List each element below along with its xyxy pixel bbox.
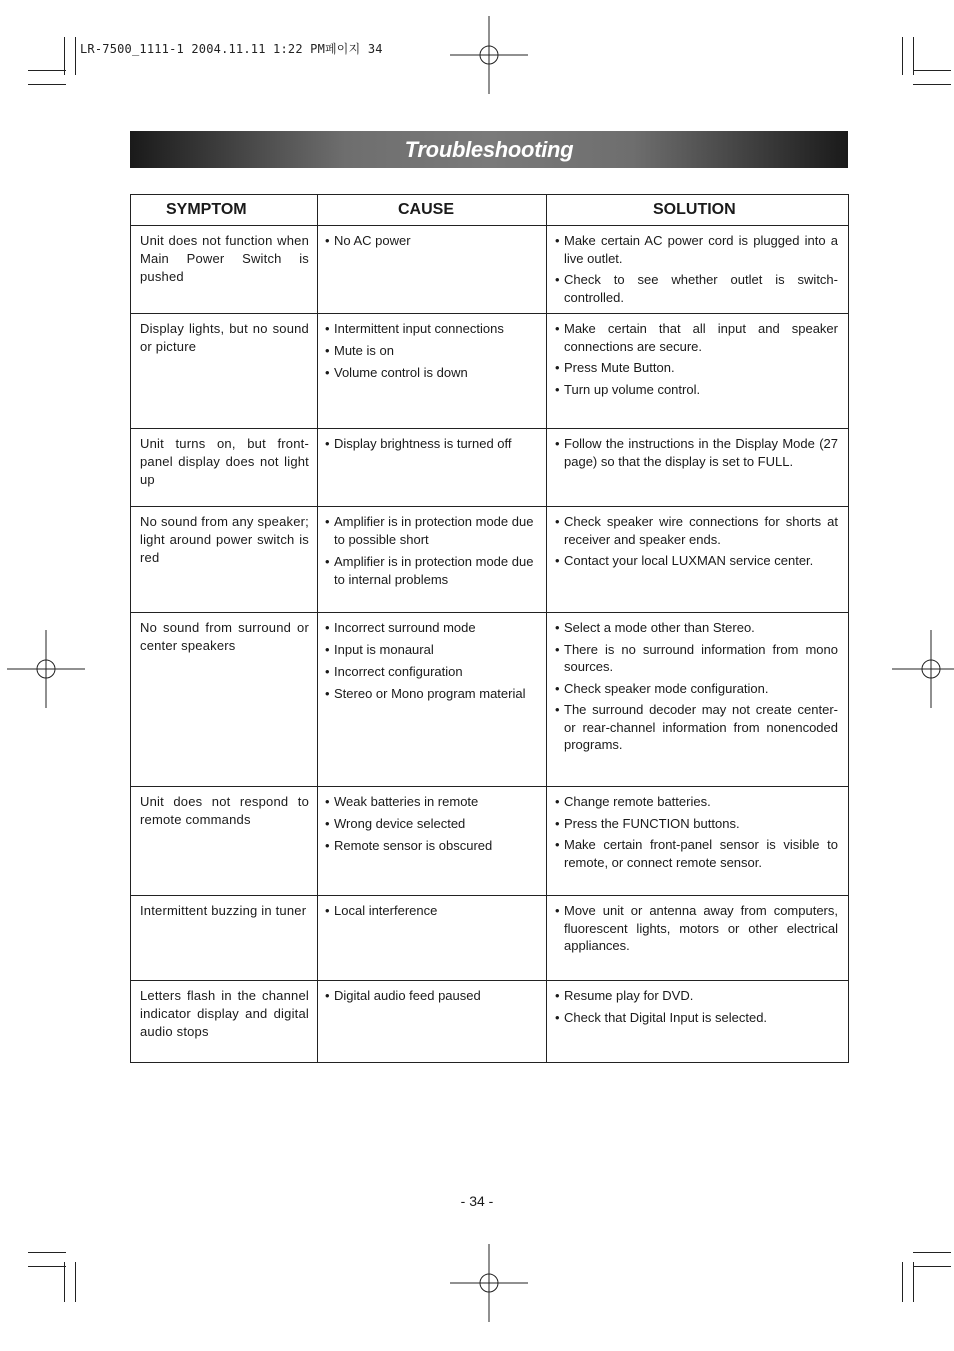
list-item: • Change remote batteries. — [555, 793, 838, 811]
symptom-cell: Display lights, but no sound or picture — [131, 314, 318, 429]
list-item: • Remote sensor is obscured — [325, 837, 540, 855]
list-item: • Make certain front-panel sensor is visible to remote, or connect remote sensor. — [555, 836, 838, 871]
list-item: • Check speaker mode configuration. — [555, 680, 838, 698]
column-header-symptom: SYMPTOM — [131, 195, 318, 226]
solution-cell — [547, 613, 849, 787]
solution-cell — [547, 787, 849, 896]
list-item: • The surround decoder may not create center- or rear-channel information from nonencoded programs. — [555, 701, 838, 754]
list-item: • Press the FUNCTION buttons. — [555, 815, 838, 833]
solution-cell — [547, 226, 849, 314]
list-item: • Amplifier is in protection mode due to possible short — [325, 513, 540, 549]
list-item: • Weak batteries in remote — [325, 793, 540, 811]
list-item: • Follow the instructions in the Display Mode (27 page) so that the display is set to FULL. — [555, 435, 838, 470]
page-title: Troubleshooting — [404, 136, 574, 162]
list-item: • Incorrect surround mode — [325, 619, 540, 637]
page-number: - 34 - — [460, 1193, 494, 1209]
registration-mark-icon — [450, 16, 528, 94]
list-item: • Check that Digital Input is selected. — [555, 1009, 838, 1027]
list-item: • Make certain AC power cord is plugged into a live outlet. — [555, 232, 838, 267]
table-header-row — [131, 195, 849, 226]
cause-cell — [318, 314, 547, 429]
title-banner — [130, 131, 848, 168]
solution-cell — [547, 429, 849, 507]
table-row — [131, 226, 849, 314]
list-item: • Wrong device selected — [325, 815, 540, 833]
print-slug: LR-7500_1111-1 2004.11.11 1:22 PM페이지 34 — [80, 42, 383, 56]
solution-cell — [547, 314, 849, 429]
list-item: • Local interference — [325, 902, 540, 920]
list-item: • Intermittent input connections — [325, 320, 540, 338]
column-header-cause: CAUSE — [318, 195, 547, 226]
symptom-cell: Unit does not respond to remote commands — [131, 787, 318, 896]
list-item: • No AC power — [325, 232, 540, 250]
column-header-solution: SOLUTION — [547, 195, 849, 226]
list-item: • There is no surround information from mono sources. — [555, 641, 838, 676]
list-item: • Digital audio feed paused — [325, 987, 540, 1005]
table-row — [131, 981, 849, 1063]
symptom-cell: Letters flash in the channel indicator display and digital audio stops — [131, 981, 318, 1063]
list-item: • Mute is on — [325, 342, 540, 360]
list-item: • Volume control is down — [325, 364, 540, 382]
symptom-cell: Unit turns on, but front-panel display does not light up — [131, 429, 318, 507]
cause-cell — [318, 613, 547, 787]
list-item: • Check speaker wire connections for shorts at receiver and speaker ends. — [555, 513, 838, 548]
cause-cell — [318, 787, 547, 896]
registration-mark-icon — [7, 630, 85, 708]
list-item: • Contact your local LUXMAN service center. — [555, 552, 838, 570]
symptom-cell: Intermittent buzzing in tuner — [131, 896, 318, 981]
list-item: • Resume play for DVD. — [555, 987, 838, 1005]
solution-cell — [547, 981, 849, 1063]
cause-cell — [318, 507, 547, 613]
registration-mark-icon — [450, 1244, 528, 1322]
solution-cell — [547, 507, 849, 613]
list-item: • Display brightness is turned off — [325, 435, 540, 453]
cause-cell — [318, 896, 547, 981]
table-row — [131, 429, 849, 507]
list-item: • Select a mode other than Stereo. — [555, 619, 838, 637]
registration-mark-icon — [892, 630, 954, 708]
troubleshooting-table — [130, 194, 849, 1063]
table-row — [131, 507, 849, 613]
list-item: • Check to see whether outlet is switch-controlled. — [555, 271, 838, 306]
cause-cell — [318, 226, 547, 314]
solution-cell — [547, 896, 849, 981]
list-item: • Stereo or Mono program material — [325, 685, 540, 703]
table-row — [131, 787, 849, 896]
symptom-cell: No sound from surround or center speakers — [131, 613, 318, 787]
table-row — [131, 314, 849, 429]
list-item: • Make certain that all input and speaker connections are secure. — [555, 320, 838, 355]
symptom-cell: No sound from any speaker; light around power switch is red — [131, 507, 318, 613]
table-row — [131, 896, 849, 981]
list-item: • Turn up volume control. — [555, 381, 838, 399]
list-item: • Press Mute Button. — [555, 359, 838, 377]
list-item: • Move unit or antenna away from computers, fluorescent lights, motors or other electrical appliances. — [555, 902, 838, 955]
list-item: • Incorrect configuration — [325, 663, 540, 681]
cause-cell — [318, 429, 547, 507]
list-item: • Input is monaural — [325, 641, 540, 659]
list-item: • Amplifier is in protection mode due to internal problems — [325, 553, 540, 589]
table-row — [131, 613, 849, 787]
symptom-cell: Unit does not function when Main Power Switch is pushed — [131, 226, 318, 314]
cause-cell — [318, 981, 547, 1063]
